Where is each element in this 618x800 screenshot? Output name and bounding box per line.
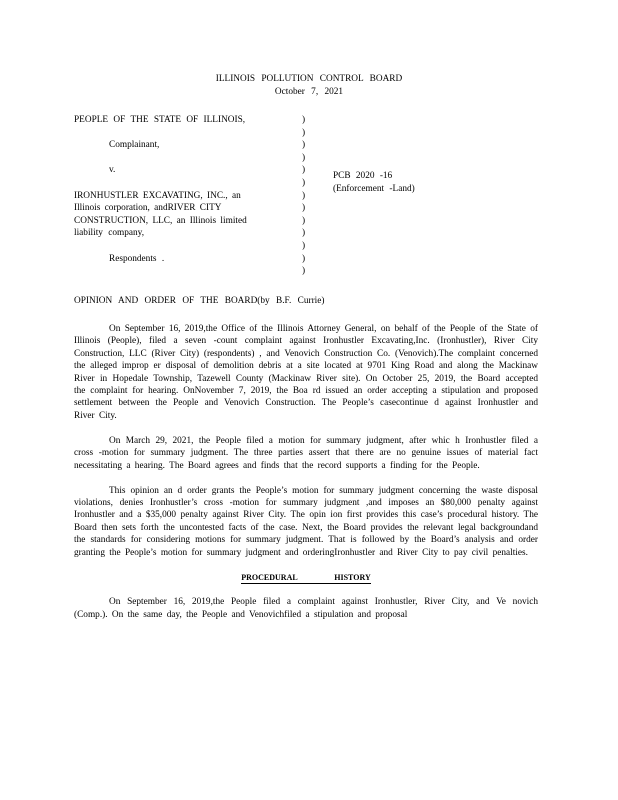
plaintiff-name: PEOPLE OF THE STATE OF ILLINOIS, [74, 115, 246, 125]
versus-label: v. [109, 165, 116, 176]
opinion-date: October 7, 2021 [274, 87, 344, 97]
plaintiff-role: Complainant, [109, 140, 160, 151]
caption-paren: ) [302, 177, 306, 188]
section-heading [74, 572, 538, 584]
caption-paren: ) [302, 127, 306, 138]
opinion-heading: OPINION AND ORDER OF THE BOARD(by B.F. Currie) [74, 296, 325, 306]
body-paragraph: This opinion an d order grants the People’s motion for summary judgment concerning the waste disposal violations, denies Ironhustler’s cross -motion for summary judgment ,and imposes an $80,000 penalty against Ironhustler and a $35,000 penalty against River City. The opin ion first provides this case’s procedural history. The Board then sets forth the uncontested facts of the case. Next, the Board provides the relevant legal backgroundand the standards for considering motions for summary judgment. That is followed by the Board’s analysis and order granting the People’s motion for summary judgment and orderingIronhustler and River City to pay civil penalties. [74, 485, 538, 558]
case-identifier [333, 170, 415, 196]
defendant-line: IRONHUSTLER EXCAVATING, INC., an [74, 190, 241, 201]
caption-paren: ) [302, 228, 306, 239]
caption-parties [74, 114, 289, 265]
caption-paren: ) [302, 215, 306, 226]
section-heading-text: PROCEDURAL HISTORY [241, 572, 371, 582]
caption-paren: ) [302, 140, 306, 151]
caption-paren: ) [302, 190, 306, 201]
defendant-role: Respondents . [109, 253, 165, 264]
board-name: ILLINOIS POLLUTION CONTROL BOARD [215, 74, 403, 84]
caption-paren-column [302, 114, 310, 278]
caption-paren: ) [302, 203, 306, 214]
caption-paren: ) [302, 165, 306, 176]
defendant-line: Illinois corporation, andRIVER CITY [74, 203, 222, 214]
caption-paren: ) [302, 266, 306, 277]
caption-paren: ) [302, 240, 306, 251]
body-paragraph: On September 16, 2019,the Office of the Illinois Attorney General, on behalf of the People of the State of Illinois (People), filed a seven -count complaint against Ironhustler Excavating,Inc. (Ironhustler), River City Construction, LLC (River City) (respondents) , and Venovich Construction Co. (Venovich).The complaint concerned the alleged improp er disposal of demolition debris at a site located at 9701 King Road and along the Mackinaw River in Hopedale Township, Tazewell County (Mackinaw River site). On October 25, 2019, the Board accepted the complaint for hearing. OnNovember 7, 2019, the Boa rd issued an order accepting a stipulation and proposed settlement between the People and Venovich Construction. The People’s casecontinue d against Ironhustler and River City. [74, 324, 538, 421]
document-header [0, 73, 618, 99]
defendant-line: liability company, [74, 228, 145, 239]
body-paragraph: On September 16, 2019,the People filed a complaint against Ironhustler, River City, and Ve novich (Comp.). On the same day, the People and Venovichfiled a stipulation and proposal [74, 597, 538, 620]
caption-paren: ) [302, 253, 306, 264]
caption-paren: ) [302, 115, 306, 125]
body-paragraph: On March 29, 2021, the People filed a motion for summary judgment, after whic h Ironhustler filed a cross -motion for summary judgment. The three parties assert that there are no genuine issues of material fact necessitating a hearing. The Board agrees and finds that the record supports a finding for the People. [74, 435, 538, 471]
caption-paren: ) [302, 152, 306, 163]
case-type: (Enforcement -Land) [333, 184, 415, 194]
case-number: PCB 2020 -16 [333, 171, 393, 181]
opinion-body [74, 323, 538, 634]
defendant-line: CONSTRUCTION, LLC, an Illinois limited [74, 215, 247, 226]
